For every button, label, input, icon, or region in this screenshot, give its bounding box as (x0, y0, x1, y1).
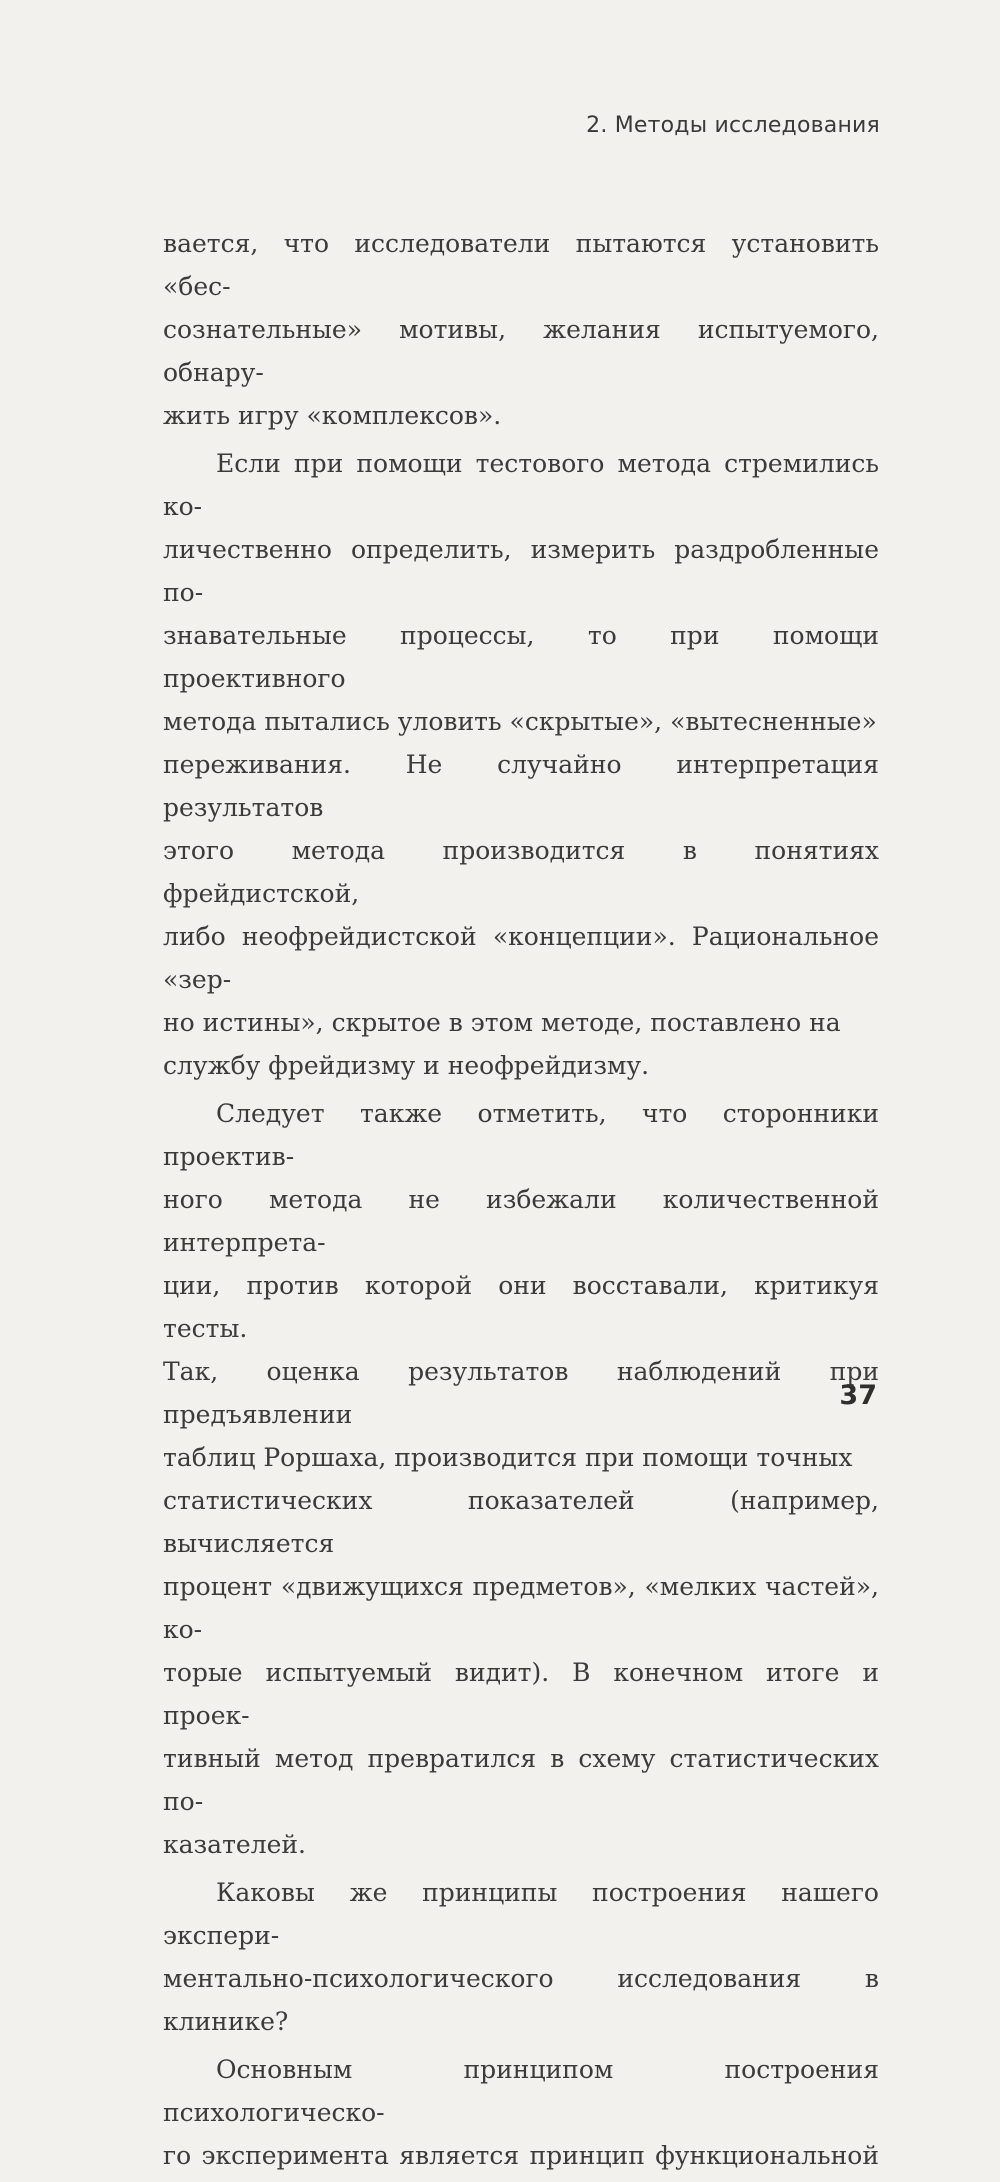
paragraph-4: Каковы же принципы построения нашего экспери- ментально-психологического исследования в клинике? (163, 1878, 879, 2036)
paragraph-2: Если при помощи тестового метода стремились ко- личественно определить, измерить раздробленные по- знавательные процессы, то при помощи проективного метода пытались уловить «скрытые», «вытесненные» переживания. Не случайно интерпретация результатов этого метода производится в понятиях фрейдистской, либо неофрейдистской «концепции». Рациональное «зер- но истины», скрытое в этом методе, поставлено на службу фрейдизму и неофрейдизму. (163, 449, 879, 1080)
body-text (163, 222, 879, 2182)
paragraph-3: Следует также отметить, что сторонники проектив- ного метода не избежали количественной интерпрета- ции, против которой они восставали, критикуя тесты. Так, оценка результатов наблюдений при предъявлении таблиц Роршаха, производится при помощи точных статистических показателей (например, вычисляется процент «движущихся предметов», «мелких частей», ко- торые испытуемый видит). В конечном итоге и проек- тивный метод превратился в схему статистических по- казателей. (163, 1099, 879, 1859)
paragraph-1: вается, что исследователи пытаются установить «бес- сознательные» мотивы, желания испытуемого, обнару- жить игру «комплексов». (163, 229, 879, 430)
running-header: 2. Методы исследования (586, 113, 880, 138)
paragraph-5: Основным принципом построения психологическо- го эксперимента является принцип функциональной (163, 2055, 879, 2170)
page-number: 37 (839, 1380, 877, 1411)
